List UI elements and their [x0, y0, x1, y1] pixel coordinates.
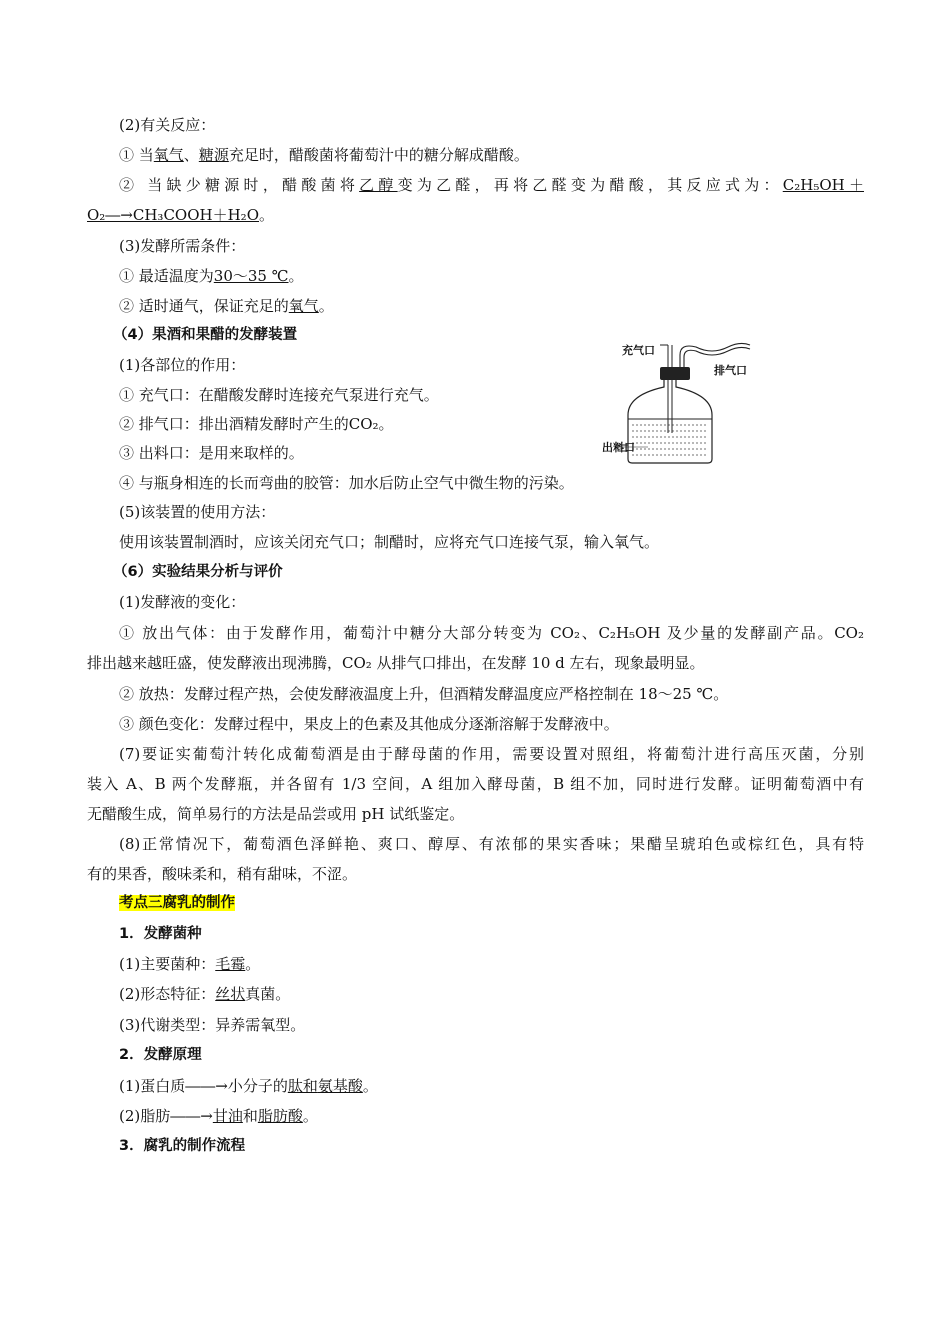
blank-ethanol: 乙醇	[359, 176, 398, 194]
liquid	[632, 425, 708, 455]
section-7-line-2: 装入 A、B 两个发酵瓶，并各留有 1/3 空间，A 组加入酵母菌，B 组不加，同时进行发酵。证明葡萄酒中有	[87, 775, 864, 793]
sample-port-label: 出料口	[602, 441, 635, 454]
section-2-title: (2)有关反应：	[119, 116, 216, 134]
section-5-text: 使用该装置制酒时，应该关闭充气口；制醋时，应将充气口连接气泵，输入氧气。	[119, 533, 660, 551]
fermentation-apparatus-diagram	[600, 337, 770, 469]
blank-oxygen-2: 氧气	[288, 297, 319, 315]
blank-glycerol: 甘油	[212, 1107, 243, 1125]
part-function-1: ① 充气口：在醋酸发酵时连接充气泵进行充气。	[119, 386, 439, 404]
blank-filamentous: 丝状	[215, 985, 246, 1003]
equation-part-2: O₂―→CH₃COOH＋H₂O	[87, 206, 259, 224]
topic-3-heading: 考点三腐乳的制作	[119, 895, 235, 911]
change-item-2: ② 放热：发酵过程产热，会使发酵液温度上升，但酒精发酵温度应严格控制在 18～25 ℃。	[119, 685, 729, 703]
change-item-1-line-2: 排出越来越旺盛，使发酵液出现沸腾，CO₂ 从排气口排出，在发酵 10 d 左右，现象最明显。	[87, 654, 705, 672]
section-4-1-title: (1)各部位的作用：	[119, 356, 246, 374]
bottle-body	[628, 379, 712, 463]
section-6-heading: （6）实验结果分析与评价	[113, 564, 283, 580]
section-8-line-2: 有的果香，酸味柔和，稍有甜味，不涩。	[87, 865, 358, 883]
section-7-line-3: 无醋酸生成，简单易行的方法是品尝或用 pH 试纸鉴定。	[87, 805, 465, 823]
topic-3-2-heading: 2．发酵原理	[119, 1047, 202, 1063]
part-function-4: ④ 与瓶身相连的长而弯曲的胶管：加水后防止空气中微生物的污染。	[119, 474, 574, 492]
change-item-3: ③ 颜色变化：发酵过程中，果皮上的色素及其他成分逐渐溶解于发酵液中。	[119, 715, 619, 733]
equation-part-1: C₂H₅OH＋	[782, 176, 864, 194]
strain-item-1: (1)主要菌种：毛霉。	[119, 955, 261, 973]
principle-item-1: (1)蛋白质――→小分子的肽和氨基酸。	[119, 1077, 378, 1095]
reaction-equation-line: O₂―→CH₃COOH＋H₂O。	[87, 206, 275, 224]
blank-mucor: 毛霉	[215, 955, 246, 973]
reaction-item-2: ② 当缺少糖源时，醋酸菌将乙醇变为乙醛，再将乙醛变为醋酸，其反应式为：C₂H₅OH＋	[119, 176, 864, 194]
condition-item-2: ② 适时通气，保证充足的氧气。	[119, 297, 334, 315]
blank-oxygen: 氧气	[153, 146, 184, 164]
strain-item-3: (3)代谢类型：异养需氧型。	[119, 1016, 306, 1034]
section-4-heading: （4）果酒和果醋的发酵装置	[113, 327, 298, 343]
blank-fatty-acid: 脂肪酸	[257, 1107, 303, 1125]
reaction-item-1: ① 当氧气、糖源充足时，醋酸菌将葡萄汁中的糖分解成醋酸。	[119, 146, 529, 164]
part-function-2: ② 排气口：排出酒精发酵时产生的CO₂。	[119, 415, 394, 433]
condition-item-1: ① 最适温度为30～35 ℃。	[119, 267, 304, 285]
section-6-1-title: (1)发酵液的变化：	[119, 593, 246, 611]
part-function-3: ③ 出料口：是用来取样的。	[119, 444, 304, 462]
section-7-line-1: (7)要证实葡萄汁转化成葡萄酒是由于酵母菌的作用，需要设置对照组，将葡萄汁进行高压灭菌，分别	[119, 745, 864, 763]
outlet-label: 排气口	[714, 364, 747, 377]
topic-3-3-heading: 3．腐乳的制作流程	[119, 1138, 246, 1154]
inlet-label: 充气口	[622, 344, 655, 357]
section-5-title: (5)该装置的使用方法：	[119, 503, 276, 521]
bottle-stopper	[660, 367, 690, 380]
blank-peptide: 肽和	[287, 1077, 318, 1095]
blank-amino-acid: 氨基酸	[317, 1077, 363, 1095]
change-item-1-line-1: ① 放出气体：由于发酵作用，葡萄汁中糖分大部分转变为 CO₂、C₂H₅OH 及少量的发酵副产品。CO₂	[119, 624, 864, 642]
strain-item-2: (2)形态特征：丝状真菌。	[119, 985, 291, 1003]
topic-3-1-heading: 1．发酵菌种	[119, 926, 202, 942]
inlet-tube	[668, 345, 672, 433]
blank-temperature: 30～35 ℃	[213, 267, 289, 285]
section-8-line-1: (8)正常情况下，葡萄酒色泽鲜艳、爽口、醇厚、有浓郁的果实香味；果醋呈琥珀色或棕红色，具有特	[119, 835, 864, 853]
principle-item-2: (2)脂肪――→甘油和脂肪酸。	[119, 1107, 318, 1125]
section-3-title: (3)发酵所需条件：	[119, 237, 246, 255]
blank-sugar-source: 糖源	[198, 146, 229, 164]
